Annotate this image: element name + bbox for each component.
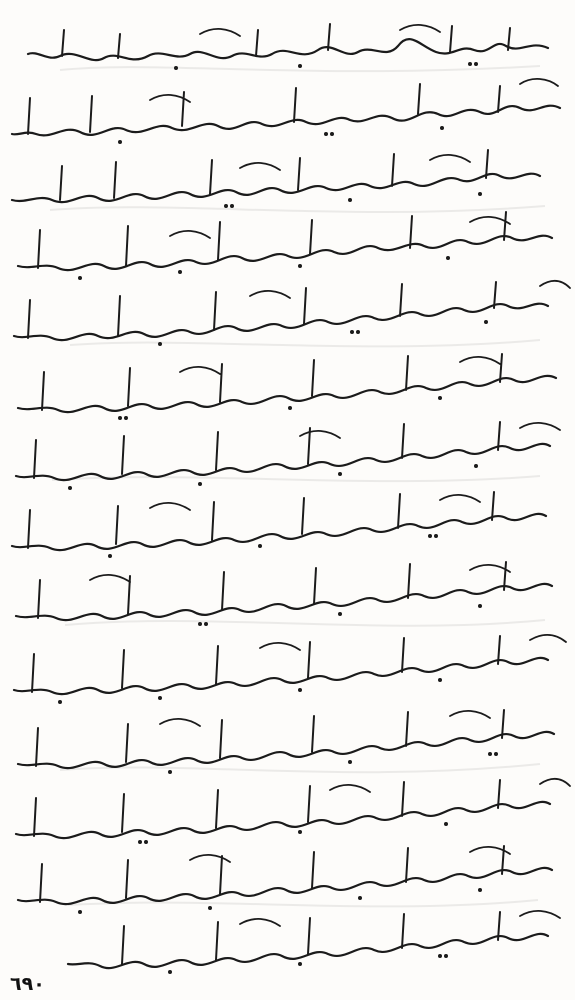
manuscript-line-9 [16,562,552,620]
page-number: ٦٩٠ [10,973,45,995]
manuscript-line-13 [18,846,552,904]
manuscript-line-2 [12,79,560,135]
manuscript-line-5 [14,281,570,340]
manuscript-line-3 [12,150,540,202]
manuscript-line-8 [12,492,546,550]
manuscript-line-12 [16,779,570,838]
manuscript-line-4 [18,212,552,270]
manuscript-line-7 [16,422,560,480]
manuscript-line-1 [28,24,548,60]
manuscript-line-6 [18,354,556,412]
manuscript-line-14 [68,911,560,968]
manuscript-line-10 [14,635,566,694]
manuscript-line-11 [18,710,554,768]
diacritic-dots [58,62,498,974]
